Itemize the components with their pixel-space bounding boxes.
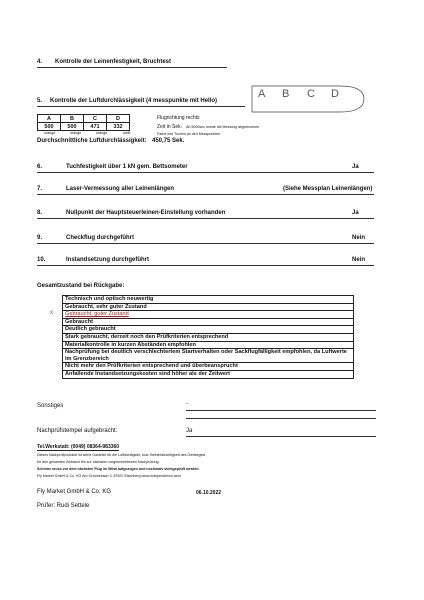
time-note: Ab 5000sec wurde die Messung abgebrochen: [186, 125, 260, 129]
section-7-title: Laser-Vermessung aller Leinenlängen: [66, 186, 175, 192]
section-6-underline: [37, 172, 374, 173]
condition-table: [62, 295, 354, 379]
stamp-underline: [186, 436, 376, 437]
average-label: Durchschnittliche Luftdurchlässigkeit:: [37, 138, 147, 144]
stamp-value: Ja: [186, 428, 193, 434]
section-8-result: Ja: [352, 210, 359, 216]
stamp-label: Nachprüfstempel aufgebracht:: [37, 428, 118, 434]
wing-letter-a: A: [258, 88, 266, 100]
section-8-number: 8.: [37, 210, 43, 216]
disclaimer-line-2: für den gesamten Zeitraum bis zur nächsten vorgeschriebenen Nachprüfung.: [37, 460, 160, 464]
wing-letter-c: C: [307, 88, 315, 100]
header-b: B: [61, 115, 84, 123]
wing-letter-b: B: [282, 88, 290, 100]
condition-item: Nicht mehr den Prüfkriterien entsprechend und überbeansprucht: [63, 363, 354, 371]
disclaimer-line-3: Schirme muss vor dem nächsten Flug im Wind aufgezogen und nochmals sichtgeprüft werden.: [37, 467, 200, 471]
section-4-title: Kontrolle der Leinenfestigkeit, Bruchtest: [55, 59, 172, 65]
section-6-title: Tuchfestigkeit über 1 kN gem. Bettsometer: [66, 164, 188, 170]
condition-item: Gebraucht, sehr guter Zustand: [63, 303, 354, 311]
report-date: 06.10.2022: [196, 490, 222, 496]
section-10-title: Instandsetzung durchgeführt: [66, 257, 149, 263]
section-10-number: 10.: [37, 257, 46, 263]
condition-item: Materialkontrolle in kurzen Abständen empfohlen: [63, 341, 354, 349]
sonstiges-line-1: [186, 410, 376, 411]
condition-item: Stark gebraucht, derzeit noch den Prüfkriterien entsprechend: [63, 333, 354, 341]
value-c: 471: [84, 123, 107, 131]
section-8-title: Nullpunkt der Hauptsteuerleinen-Einstellung vorhanden: [66, 210, 226, 216]
header-a: A: [38, 115, 61, 123]
wing-letter-d: D: [331, 88, 339, 100]
flight-direction: Flugrichtung rechts: [157, 115, 200, 121]
section-7-result: (Siehe Messplan Leinenlängen): [283, 186, 373, 192]
section-9-underline: [37, 243, 374, 244]
color-a: orange: [44, 131, 56, 135]
header-d: D: [107, 115, 130, 123]
condition-item: Technisch und optisch neuwertig: [63, 296, 354, 304]
color-d: weiß: [123, 131, 131, 135]
section-6-number: 6.: [37, 164, 43, 170]
header-c: C: [84, 115, 107, 123]
company-name: Fly Market GmbH & Co. KG: [37, 489, 112, 495]
condition-checkmark: x: [50, 310, 53, 316]
inspector-name: Prüfer: Rudi Settele: [37, 503, 90, 509]
workshop-phone: Tel.Werkstatt: (0049) 08364-983360: [37, 444, 120, 450]
value-a: 500: [38, 123, 61, 131]
section-5-underline: [37, 106, 245, 107]
section-7-number: 7.: [37, 186, 43, 192]
sonstiges-line-2: [186, 418, 376, 419]
value-d: 332: [107, 123, 130, 131]
company-address: Fly Market GmbH & Co. KG Am Schönebach 3, 87637 Eisenberg www.independence.aero: [37, 474, 182, 478]
section-4-number: 4.: [37, 59, 43, 65]
section-9-result: Nein: [352, 235, 366, 241]
section-6-result: Ja: [352, 164, 359, 170]
average-value: 450,75 Sek.: [152, 138, 185, 144]
sonstiges-value: -: [186, 401, 188, 407]
value-b: 500: [61, 123, 84, 131]
disclaimer-line-1: Dieses Nachprüfprotokoll ist keine Garantie für die Luftdichtigkeit, bzw. Betriebstüchtigkeit des Gleitsegels: [37, 453, 206, 457]
condition-title: Gesamtzustand bei Rückgabe:: [37, 283, 125, 289]
section-9-title: Checkflug durchgeführt: [66, 235, 135, 241]
section-4-underline: [37, 67, 227, 68]
condition-item: Nachprüfung bei deutlich verschlechtertem Startverhalten oder Sackflugfälligkeit empfohlen, da Luftwerte im Grenzbereich: [63, 349, 354, 363]
sonstiges-label: Sonstiges: [37, 403, 64, 409]
section-9-number: 9.: [37, 235, 43, 241]
color-c: orange: [96, 131, 108, 135]
condition-item-selected: Gebraucht, guter Zustand: [63, 311, 354, 319]
section-10-underline: [37, 265, 374, 266]
time-label: Zeit in Sek.: [157, 124, 183, 130]
section-5-number: 5.: [37, 98, 43, 104]
air-permeability-table: [37, 114, 130, 131]
section-7-underline: [37, 194, 374, 195]
color-note: Farbe des Tuches an den Messpunkten: [157, 132, 221, 136]
condition-item: Anfallende Instandsetzungskosten sind höher als der Zeitwert: [63, 370, 354, 378]
section-8-underline: [37, 218, 374, 219]
condition-item: Deutlich gebraucht: [63, 326, 354, 334]
section-10-result: Nein: [352, 257, 366, 263]
section-5-title: Kontrolle der Luftdurchlässigkeit (4 messpunkte mit Hello): [50, 98, 218, 104]
color-b: orange: [70, 131, 82, 135]
condition-item: Gebraucht: [63, 318, 354, 326]
